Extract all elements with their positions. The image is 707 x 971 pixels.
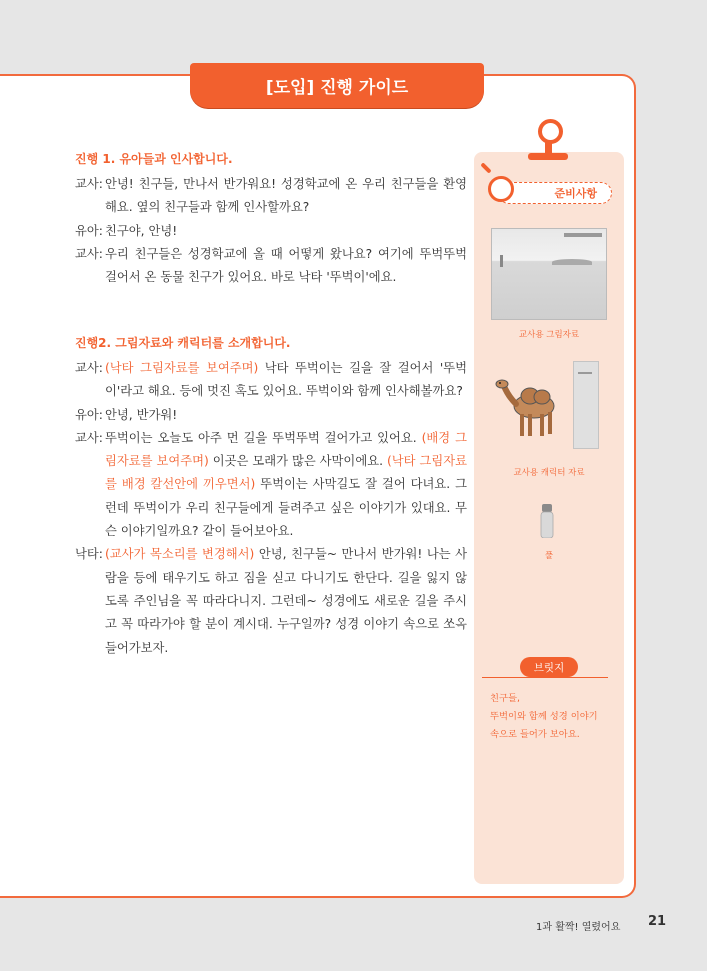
bridge-line-3: 속으로 들어가 보아요. bbox=[490, 729, 580, 740]
spoken-text: 친구야, 안녕! bbox=[105, 223, 178, 238]
dialogue-text bbox=[105, 427, 467, 543]
speaker-label: 낙타: bbox=[75, 547, 103, 562]
dialogue-text bbox=[105, 243, 467, 290]
stage-direction: (교사가 목소리를 변경해서) bbox=[105, 547, 255, 562]
dialogue-line bbox=[75, 173, 467, 220]
speaker-label: 유아: bbox=[75, 223, 103, 238]
speaker-label: 교사: bbox=[75, 430, 103, 445]
header-tab bbox=[190, 63, 484, 108]
character-card-image bbox=[573, 361, 599, 449]
spoken-text: 뚜벅이는 오늘도 아주 먼 길을 뚜벅뚜벅 걸어가고 있어요. bbox=[105, 430, 422, 445]
section-2 bbox=[75, 334, 467, 660]
desert-background-image bbox=[491, 228, 607, 320]
caption-character: 교사용 캐릭터 자료 bbox=[513, 468, 585, 478]
dialogue-text bbox=[105, 357, 467, 404]
speaker-label: 교사: bbox=[75, 246, 103, 261]
spoken-text: 안녕, 반가워! bbox=[105, 407, 178, 422]
stage-direction: (배경 그림자료를 보여주며) bbox=[105, 430, 467, 469]
spoken-text: 낙타 뚜벅이는 길을 잘 걸어서 '뚜벅이'라고 해요. 등에 멋진 혹도 있어요. 뚜벅이와 함께 인사해볼까요? bbox=[105, 361, 467, 399]
camel-character-image bbox=[494, 372, 566, 444]
clip-base bbox=[528, 153, 568, 160]
spoken-text: 뚜벅이는 사막길도 잘 걸어 다녀요. 그런데 뚜벅이가 우리 친구들에게 들려주고 싶은 이야기가 있대요. 무슨 이야기일까요? 같이 들어보아요. bbox=[105, 477, 467, 539]
dialogue-line bbox=[75, 220, 467, 243]
speaker-label: 유아: bbox=[75, 407, 103, 422]
caption-background: 교사용 그림자료 bbox=[518, 330, 580, 340]
section-2-dialogue bbox=[75, 357, 467, 660]
section-1-dialogue bbox=[75, 173, 467, 289]
dialogue-text bbox=[105, 543, 467, 659]
magnifier-icon bbox=[488, 176, 514, 202]
prep-label-text: 준비사항 bbox=[554, 187, 597, 200]
bridge-text bbox=[490, 690, 620, 744]
bridge-line-1: 친구들, bbox=[490, 693, 520, 704]
section-1 bbox=[75, 150, 467, 289]
header-title: [도입] 진행 가이드 bbox=[265, 78, 409, 98]
stage-direction: (낙타 그림자료를 배경 칼선안에 끼우면서) bbox=[105, 454, 467, 492]
dialogue-line bbox=[75, 543, 467, 659]
bridge-divider bbox=[482, 677, 608, 678]
section-1-title: 진행 1. 유아들과 인사합니다. bbox=[75, 152, 233, 166]
bridge-label-text: 브릿지 bbox=[533, 661, 565, 674]
bridge-label bbox=[520, 657, 578, 677]
spoken-text: 안녕, 친구들~ 만나서 반가워! 나는 사람을 등에 태우기도 하고 짐을 싣고 다니기도 한단다. 길을 잃지 않도록 주인님을 꼭 따라다니지. 그런데~ 성경에도 새로운 길을 주시고 꼭 따라가야 할 분이 계시대. 누구일까? 성경 이야기 속으로 쏘옥 들어가보자. bbox=[105, 547, 467, 655]
bridge-line-2: 뚜벅이와 함께 성경 이야기 bbox=[490, 711, 598, 722]
footer-lesson-title: 1과 활짝! 열렸어요 bbox=[536, 922, 621, 933]
caption-glue: 풀 bbox=[544, 551, 554, 561]
section-2-title: 진행2. 그림자료와 캐릭터를 소개합니다. bbox=[75, 336, 291, 350]
dialogue-line bbox=[75, 357, 467, 404]
glue-stick-image bbox=[540, 504, 554, 538]
clip-icon bbox=[538, 119, 563, 144]
dialogue-text bbox=[105, 404, 467, 427]
spoken-text: 안녕! 친구들, 만나서 반가워요! 성경학교에 온 우리 친구들을 환영해요. 옆의 친구들과 함께 인사할까요? bbox=[105, 177, 467, 215]
dialogue-line bbox=[75, 427, 467, 543]
spoken-text: 우리 친구들은 성경학교에 올 때 어떻게 왔나요? 여기에 뚜벅뚜벅 걸어서 온 동물 친구가 있어요. 바로 낙타 '뚜벅이'에요. bbox=[105, 246, 467, 285]
page-number: 21 bbox=[648, 914, 667, 929]
dialogue-line bbox=[75, 404, 467, 427]
speaker-label: 교사: bbox=[75, 177, 103, 191]
stage-direction: (낙타 그림자료를 보여주며) bbox=[105, 361, 259, 375]
dialogue-line bbox=[75, 243, 467, 290]
spoken-text: 이곳은 모래가 많은 사막이에요. bbox=[208, 454, 387, 469]
speaker-label: 교사: bbox=[75, 361, 103, 375]
dialogue-text bbox=[105, 173, 467, 220]
prep-label bbox=[498, 182, 612, 204]
dialogue-text bbox=[105, 220, 467, 243]
